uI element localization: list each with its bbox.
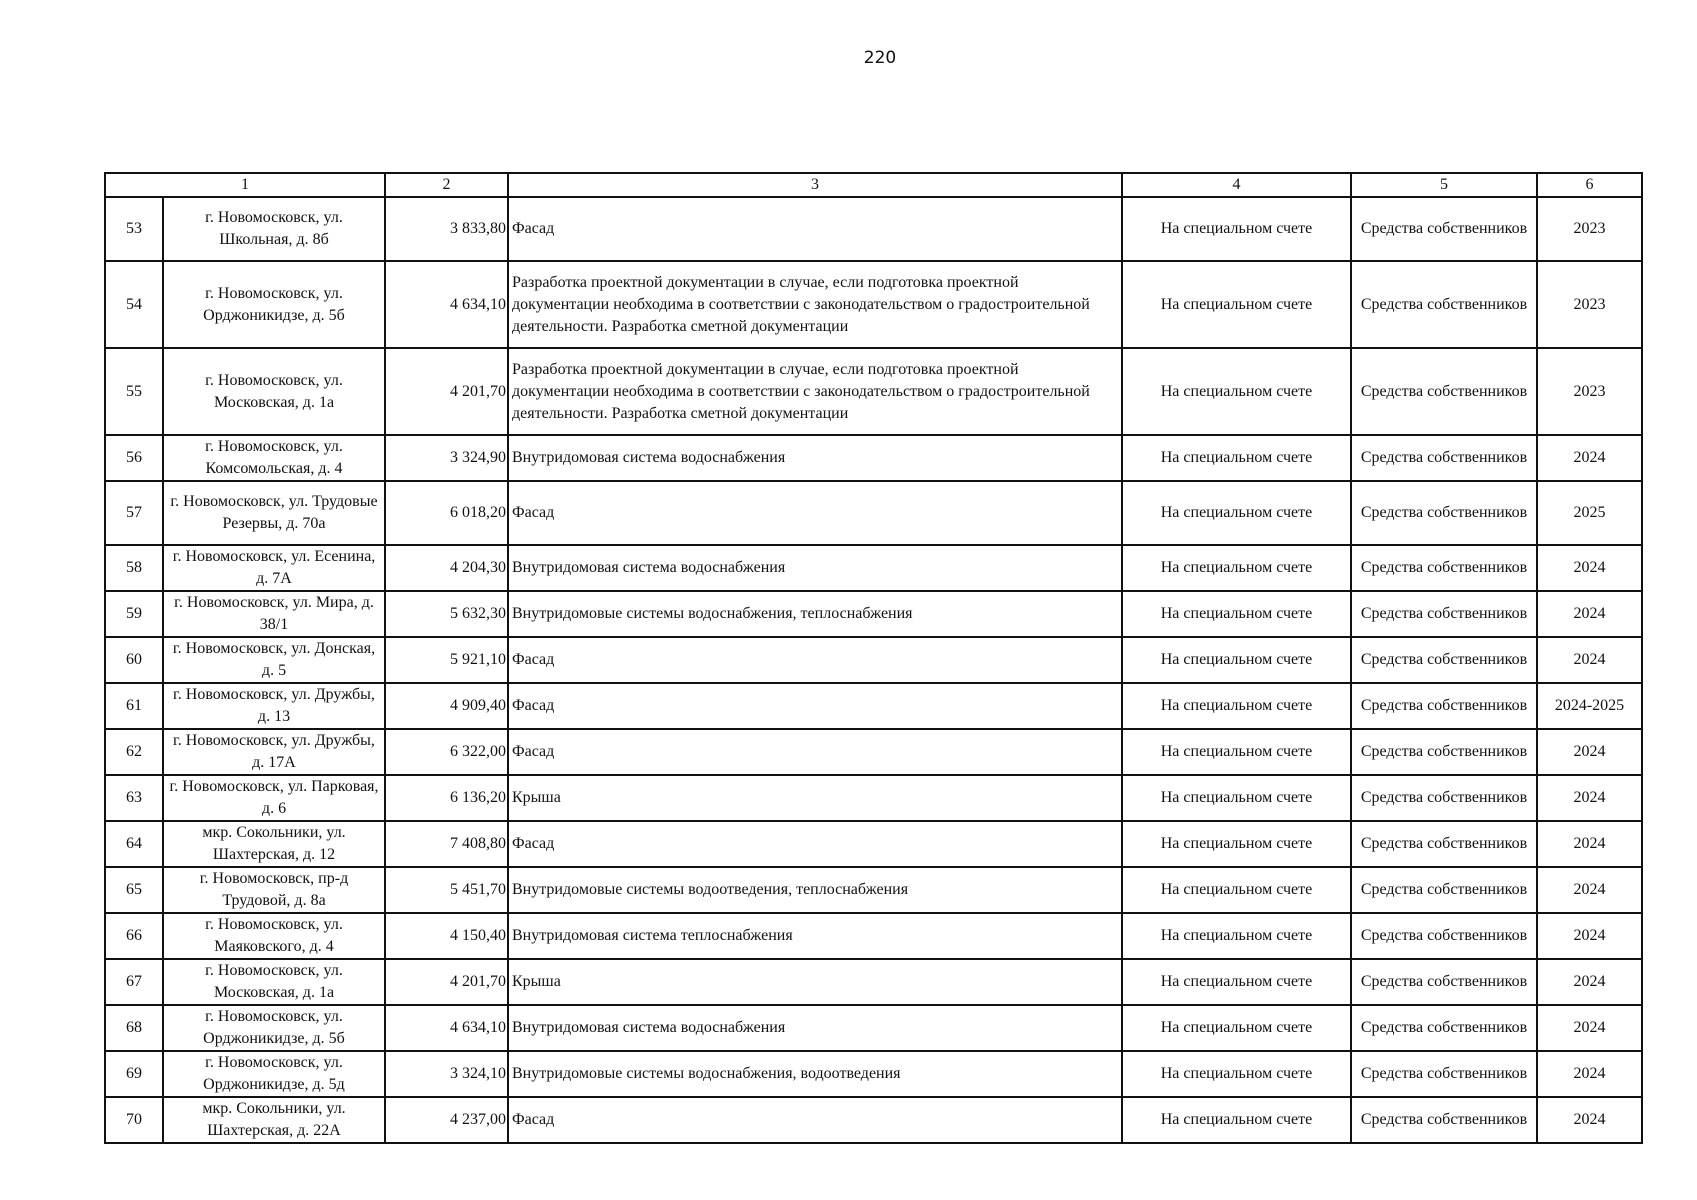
building-area: 3 324,90	[385, 435, 508, 481]
building-address: г. Новомосковск, ул. Дружбы, д. 17А	[163, 729, 385, 775]
repair-work-type: Фасад	[508, 683, 1122, 729]
fund-formation-method: На специальном счете	[1122, 1005, 1351, 1051]
funding-source: Средства собственников	[1351, 637, 1537, 683]
table-row	[105, 913, 1642, 959]
funding-source: Средства собственников	[1351, 481, 1537, 545]
column-header-2: 2	[385, 173, 508, 197]
table-row	[105, 197, 1642, 261]
row-number: 60	[105, 637, 163, 683]
fund-formation-method: На специальном счете	[1122, 435, 1351, 481]
fund-formation-method: На специальном счете	[1122, 775, 1351, 821]
planned-year: 2024	[1537, 821, 1642, 867]
repair-work-type: Внутридомовые системы водоотведения, теплоснабжения	[508, 867, 1122, 913]
repair-work-type: Внутридомовая система водоснабжения	[508, 545, 1122, 591]
table-row	[105, 683, 1642, 729]
repair-work-type: Фасад	[508, 729, 1122, 775]
repair-work-type: Внутридомовая система водоснабжения	[508, 1005, 1122, 1051]
fund-formation-method: На специальном счете	[1122, 197, 1351, 261]
table-row	[105, 435, 1642, 481]
planned-year: 2024	[1537, 1005, 1642, 1051]
row-number: 58	[105, 545, 163, 591]
planned-year: 2024	[1537, 591, 1642, 637]
building-address: мкр. Сокольники, ул. Шахтерская, д. 12	[163, 821, 385, 867]
fund-formation-method: На специальном счете	[1122, 959, 1351, 1005]
row-number: 68	[105, 1005, 163, 1051]
repair-work-type: Разработка проектной документации в случае, если подготовка проектной документации необходима в соответствии с законодательством о градостроительной деятельности. Разработка сметной документации	[508, 348, 1122, 435]
repair-work-type: Крыша	[508, 775, 1122, 821]
building-address: г. Новомосковск, ул. Трудовые Резервы, д. 70а	[163, 481, 385, 545]
column-header-3: 3	[508, 173, 1122, 197]
fund-formation-method: На специальном счете	[1122, 913, 1351, 959]
building-address: г. Новомосковск, ул. Маяковского, д. 4	[163, 913, 385, 959]
building-area: 6 322,00	[385, 729, 508, 775]
table-row	[105, 1097, 1642, 1143]
fund-formation-method: На специальном счете	[1122, 591, 1351, 637]
building-address: г. Новомосковск, ул. Донская, д. 5	[163, 637, 385, 683]
building-area: 6 018,20	[385, 481, 508, 545]
building-address: г. Новомосковск, ул. Мира, д. 38/1	[163, 591, 385, 637]
building-address: г. Новомосковск, ул. Орджоникидзе, д. 5д	[163, 1051, 385, 1097]
repair-work-type: Фасад	[508, 1097, 1122, 1143]
planned-year: 2025	[1537, 481, 1642, 545]
planned-year: 2024-2025	[1537, 683, 1642, 729]
fund-formation-method: На специальном счете	[1122, 1051, 1351, 1097]
table-row	[105, 261, 1642, 348]
table-header-row	[105, 173, 1642, 197]
table-row	[105, 1005, 1642, 1051]
funding-source: Средства собственников	[1351, 435, 1537, 481]
fund-formation-method: На специальном счете	[1122, 1097, 1351, 1143]
row-number: 57	[105, 481, 163, 545]
planned-year: 2024	[1537, 545, 1642, 591]
row-number: 66	[105, 913, 163, 959]
page-number: 220	[863, 48, 897, 68]
planned-year: 2024	[1537, 729, 1642, 775]
building-area: 3 833,80	[385, 197, 508, 261]
building-area: 6 136,20	[385, 775, 508, 821]
row-number: 61	[105, 683, 163, 729]
funding-source: Средства собственников	[1351, 545, 1537, 591]
repair-schedule-table	[104, 172, 1643, 1144]
row-number: 62	[105, 729, 163, 775]
building-area: 7 408,80	[385, 821, 508, 867]
building-address: г. Новомосковск, ул. Орджоникидзе, д. 5б	[163, 261, 385, 348]
building-area: 5 921,10	[385, 637, 508, 683]
fund-formation-method: На специальном счете	[1122, 261, 1351, 348]
funding-source: Средства собственников	[1351, 591, 1537, 637]
table-row	[105, 867, 1642, 913]
funding-source: Средства собственников	[1351, 775, 1537, 821]
building-area: 3 324,10	[385, 1051, 508, 1097]
table-row	[105, 821, 1642, 867]
funding-source: Средства собственников	[1351, 867, 1537, 913]
planned-year: 2024	[1537, 435, 1642, 481]
building-area: 4 204,30	[385, 545, 508, 591]
row-number: 53	[105, 197, 163, 261]
row-number: 56	[105, 435, 163, 481]
fund-formation-method: На специальном счете	[1122, 867, 1351, 913]
planned-year: 2023	[1537, 348, 1642, 435]
funding-source: Средства собственников	[1351, 683, 1537, 729]
table-row	[105, 1051, 1642, 1097]
table-row	[105, 481, 1642, 545]
building-area: 4 634,10	[385, 1005, 508, 1051]
fund-formation-method: На специальном счете	[1122, 637, 1351, 683]
building-address: г. Новомосковск, ул. Есенина, д. 7А	[163, 545, 385, 591]
funding-source: Средства собственников	[1351, 821, 1537, 867]
repair-work-type: Внутридомовая система водоснабжения	[508, 435, 1122, 481]
table-row	[105, 637, 1642, 683]
repair-work-type: Разработка проектной документации в случае, если подготовка проектной документации необходима в соответствии с законодательством о градостроительной деятельности. Разработка сметной документации	[508, 261, 1122, 348]
table-row	[105, 775, 1642, 821]
fund-formation-method: На специальном счете	[1122, 821, 1351, 867]
row-number: 63	[105, 775, 163, 821]
fund-formation-method: На специальном счете	[1122, 545, 1351, 591]
building-area: 4 909,40	[385, 683, 508, 729]
building-address: г. Новомосковск, ул. Московская, д. 1а	[163, 348, 385, 435]
column-header-5: 5	[1351, 173, 1537, 197]
row-number: 65	[105, 867, 163, 913]
table-row	[105, 591, 1642, 637]
table-row	[105, 959, 1642, 1005]
planned-year: 2024	[1537, 959, 1642, 1005]
building-address: г. Новомосковск, ул. Орджоникидзе, д. 5б	[163, 1005, 385, 1051]
repair-work-type: Внутридомовые системы водоснабжения, теплоснабжения	[508, 591, 1122, 637]
building-area: 4 201,70	[385, 348, 508, 435]
building-area: 4 237,00	[385, 1097, 508, 1143]
row-number: 54	[105, 261, 163, 348]
fund-formation-method: На специальном счете	[1122, 481, 1351, 545]
funding-source: Средства собственников	[1351, 348, 1537, 435]
planned-year: 2024	[1537, 913, 1642, 959]
row-number: 70	[105, 1097, 163, 1143]
planned-year: 2024	[1537, 1051, 1642, 1097]
planned-year: 2024	[1537, 1097, 1642, 1143]
building-address: г. Новомосковск, ул. Московская, д. 1а	[163, 959, 385, 1005]
repair-work-type: Внутридомовая система теплоснабжения	[508, 913, 1122, 959]
fund-formation-method: На специальном счете	[1122, 348, 1351, 435]
planned-year: 2024	[1537, 867, 1642, 913]
fund-formation-method: На специальном счете	[1122, 683, 1351, 729]
row-number: 69	[105, 1051, 163, 1097]
column-header-1: 1	[105, 173, 385, 197]
table-row	[105, 348, 1642, 435]
building-address: г. Новомосковск, пр-д Трудовой, д. 8а	[163, 867, 385, 913]
repair-work-type: Фасад	[508, 481, 1122, 545]
repair-work-type: Фасад	[508, 821, 1122, 867]
row-number: 67	[105, 959, 163, 1005]
planned-year: 2024	[1537, 637, 1642, 683]
building-address: г. Новомосковск, ул. Школьная, д. 8б	[163, 197, 385, 261]
planned-year: 2023	[1537, 197, 1642, 261]
funding-source: Средства собственников	[1351, 959, 1537, 1005]
building-address: г. Новомосковск, ул. Комсомольская, д. 4	[163, 435, 385, 481]
building-area: 5 632,30	[385, 591, 508, 637]
column-header-6: 6	[1537, 173, 1642, 197]
funding-source: Средства собственников	[1351, 1051, 1537, 1097]
repair-work-type: Внутридомовые системы водоснабжения, водоотведения	[508, 1051, 1122, 1097]
row-number: 55	[105, 348, 163, 435]
fund-formation-method: На специальном счете	[1122, 729, 1351, 775]
funding-source: Средства собственников	[1351, 1005, 1537, 1051]
building-area: 4 201,70	[385, 959, 508, 1005]
funding-source: Средства собственников	[1351, 261, 1537, 348]
building-area: 4 634,10	[385, 261, 508, 348]
building-address: мкр. Сокольники, ул. Шахтерская, д. 22А	[163, 1097, 385, 1143]
repair-work-type: Фасад	[508, 637, 1122, 683]
funding-source: Средства собственников	[1351, 197, 1537, 261]
planned-year: 2023	[1537, 261, 1642, 348]
repair-work-type: Крыша	[508, 959, 1122, 1005]
row-number: 64	[105, 821, 163, 867]
table-row	[105, 729, 1642, 775]
repair-work-type: Фасад	[508, 197, 1122, 261]
building-address: г. Новомосковск, ул. Дружбы, д. 13	[163, 683, 385, 729]
funding-source: Средства собственников	[1351, 729, 1537, 775]
building-area: 4 150,40	[385, 913, 508, 959]
building-address: г. Новомосковск, ул. Парковая, д. 6	[163, 775, 385, 821]
row-number: 59	[105, 591, 163, 637]
planned-year: 2024	[1537, 775, 1642, 821]
funding-source: Средства собственников	[1351, 913, 1537, 959]
table-row	[105, 545, 1642, 591]
funding-source: Средства собственников	[1351, 1097, 1537, 1143]
column-header-4: 4	[1122, 173, 1351, 197]
building-area: 5 451,70	[385, 867, 508, 913]
